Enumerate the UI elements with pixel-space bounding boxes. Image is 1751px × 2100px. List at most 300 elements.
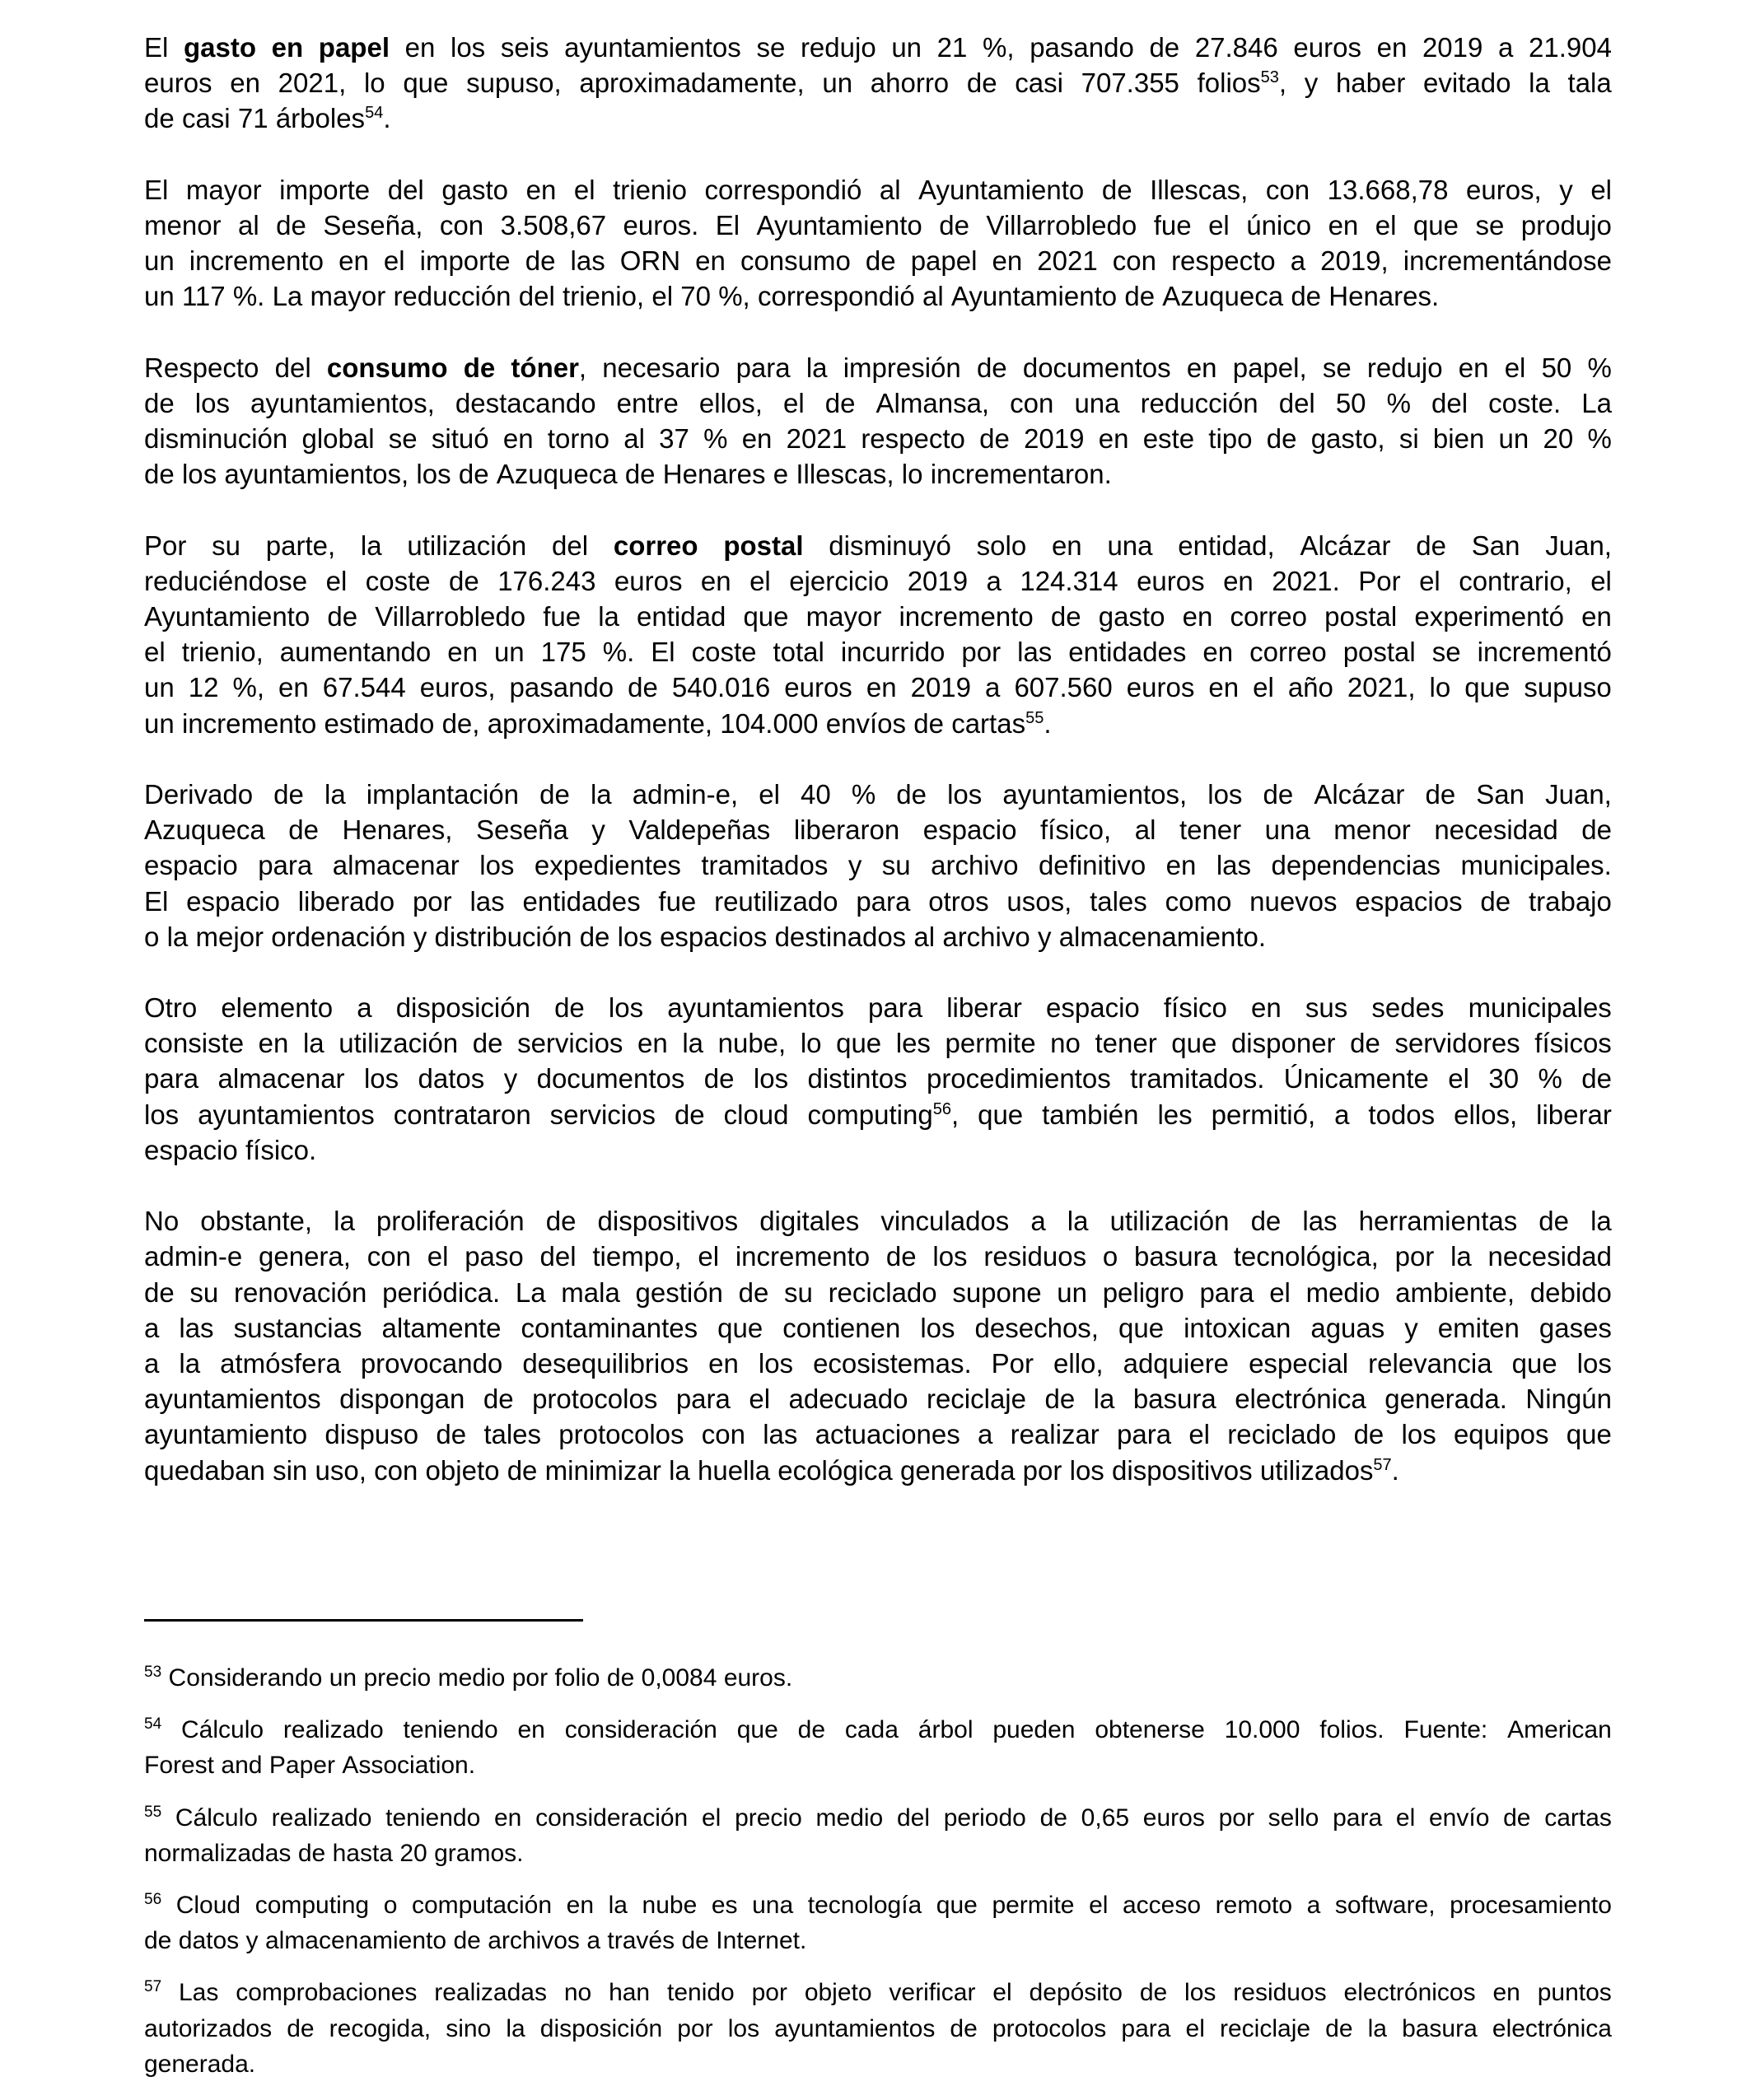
text-run: espacio — [1046, 992, 1140, 1024]
text-run: se — [1322, 352, 1352, 383]
text-run: un — [144, 707, 175, 739]
text-run: de — [976, 352, 1007, 383]
text-run: implantación — [366, 778, 520, 810]
text-run: emiten — [1437, 1312, 1520, 1343]
text-run: periodo — [943, 1804, 1026, 1832]
text-run: Paper — [268, 1752, 335, 1780]
text-run: de — [738, 1276, 769, 1308]
text-run: euros. — [623, 209, 699, 240]
text-run: de — [1044, 1384, 1076, 1415]
text-run: distintos — [807, 1063, 908, 1094]
text-run: pueden — [992, 1716, 1076, 1744]
footnote — [144, 1662, 1612, 1697]
text-run: en — [1251, 992, 1282, 1024]
text-run: de — [472, 1028, 503, 1059]
text-run: año — [1287, 672, 1333, 703]
text-run: acceso — [1123, 1891, 1202, 1919]
text-run: del — [274, 352, 311, 383]
text-run: de — [824, 387, 856, 418]
text-run: computación — [411, 1891, 553, 1919]
text-run: lo — [1429, 672, 1451, 703]
text-run: los — [758, 1347, 794, 1379]
text-run: 124.314 — [1020, 565, 1118, 596]
text-run: con — [1010, 387, 1054, 418]
text-run: ayuntamientos, — [224, 459, 409, 490]
text-run: almacenamiento — [264, 1927, 447, 1955]
text-run: datos — [418, 1063, 485, 1094]
text-run: adecuado — [788, 1384, 908, 1415]
text-run: % — [1386, 387, 1411, 418]
text-run: de — [1503, 1804, 1531, 1832]
text-run: de — [458, 459, 489, 490]
text-line — [144, 706, 1612, 741]
text-run: . — [383, 103, 391, 134]
text-run: consumo — [740, 245, 851, 277]
paragraph — [144, 30, 1612, 137]
text-run: ejercicio — [789, 565, 890, 596]
paragraph — [144, 990, 1612, 1168]
text-run: del — [539, 1241, 577, 1272]
text-line — [144, 1310, 1612, 1346]
text-run: por — [511, 1664, 549, 1692]
text-run: dispositivos — [1112, 1454, 1253, 1486]
text-run: árbol — [918, 1716, 974, 1744]
text-run: medio — [815, 1804, 884, 1832]
text-run: entidades — [1068, 637, 1187, 668]
text-run: a — [144, 1347, 160, 1379]
text-run: de — [681, 1927, 709, 1955]
text-run: de — [703, 1063, 735, 1094]
text-run: , — [950, 1099, 960, 1130]
text-run: de — [483, 1384, 514, 1415]
text-run: liberar — [1536, 1099, 1612, 1130]
text-run: nube — [642, 1891, 698, 1919]
text-run: físicos — [1534, 1028, 1612, 1059]
text-run: contrataron — [393, 1099, 531, 1130]
text-run: les — [1157, 1099, 1193, 1130]
text-run: coste — [365, 565, 431, 596]
text-run: los — [1576, 1347, 1612, 1379]
text-run: San — [1471, 530, 1520, 561]
footnote — [144, 1976, 1612, 2084]
text-run: que — [717, 1312, 763, 1343]
text-run: con — [374, 1454, 418, 1486]
text-line — [144, 1275, 1612, 1310]
text-run: 12 — [188, 672, 219, 703]
text-run: el — [749, 565, 771, 596]
paragraph — [144, 777, 1612, 954]
text-run: 10.000 — [1224, 1716, 1300, 1744]
text-run: global — [301, 423, 375, 455]
text-run: el — [1590, 174, 1612, 205]
text-run: 70 — [680, 281, 711, 312]
text-run: y — [503, 1063, 518, 1094]
text-run: necesario — [602, 352, 721, 383]
text-run: han — [609, 1979, 651, 2007]
footnote-reference: 57 — [144, 1978, 162, 1996]
bold-term: en — [271, 32, 304, 63]
text-run: través — [607, 1927, 675, 1955]
text-run: de, — [441, 707, 480, 739]
text-run: el — [427, 1241, 449, 1272]
text-run: en — [404, 32, 436, 63]
text-run: euros — [144, 68, 212, 99]
text-run: seis — [500, 32, 549, 63]
text-run: %, — [232, 672, 265, 703]
text-run: en — [1223, 565, 1254, 596]
text-run: la — [166, 921, 189, 952]
text-run: renovación — [233, 1276, 367, 1308]
text-run: del — [387, 174, 424, 205]
text-run: y — [1559, 174, 1573, 205]
text-run: el — [1419, 565, 1440, 596]
text-run: los — [1207, 778, 1243, 810]
text-run: por — [412, 885, 452, 917]
text-run: el — [1590, 565, 1612, 596]
text-run: los — [181, 459, 217, 490]
text-run: del — [1431, 387, 1469, 418]
text-run: los — [617, 921, 652, 952]
text-run: los — [608, 992, 644, 1024]
text-run: realizar — [1010, 1419, 1100, 1450]
text-run: disposición — [539, 2014, 663, 2042]
text-run: el — [573, 174, 595, 205]
text-run: en — [525, 174, 557, 205]
text-run: euros. — [723, 1664, 793, 1692]
text-run: el — [1448, 1063, 1469, 1094]
text-run: casi — [1015, 68, 1063, 99]
text-run: los — [753, 1063, 789, 1094]
footnote-separator — [144, 1619, 583, 1622]
text-run: y — [1404, 1312, 1418, 1343]
text-run: 2019 — [907, 565, 969, 596]
text-run: o — [144, 921, 160, 952]
text-run: lo — [363, 68, 385, 99]
text-run: los — [1184, 1979, 1216, 2007]
text-run: entidad, — [1178, 530, 1275, 561]
text-run: de — [1581, 1063, 1612, 1094]
text-line — [144, 1889, 1612, 1925]
text-run: El — [651, 637, 675, 668]
text-run: 104.000 — [720, 707, 819, 739]
text-line — [144, 812, 1612, 847]
text-run: depósito — [1029, 1979, 1123, 2007]
text-run: Únicamente — [1283, 1063, 1429, 1094]
text-line — [144, 990, 1612, 1025]
text-run: al — [238, 209, 259, 240]
footnote — [144, 1714, 1612, 1785]
text-run: vinculados — [880, 1206, 1010, 1237]
text-run: destinados — [774, 921, 907, 952]
text-run: generada. — [1384, 1384, 1507, 1415]
text-run: parte, — [265, 530, 336, 561]
text-run: Internet. — [716, 1927, 807, 1955]
text-run: archivos — [488, 1927, 580, 1955]
text-run: incrementándose — [1403, 245, 1612, 277]
text-run: consideración — [535, 1804, 689, 1832]
text-run: liberar — [946, 992, 1022, 1024]
text-run: mala — [561, 1276, 620, 1308]
text-run: de — [896, 778, 927, 810]
text-run: basura — [1134, 1241, 1217, 1272]
text-run: total — [773, 637, 824, 668]
text-line — [144, 385, 1612, 421]
text-run: los — [416, 459, 451, 490]
text-run: lo — [901, 459, 923, 490]
text-run: a — [1334, 1099, 1350, 1130]
text-run: al — [879, 174, 901, 205]
text-run: el — [1395, 1804, 1416, 1832]
text-run: nube, — [717, 1028, 787, 1059]
text-run: intoxican — [1184, 1312, 1291, 1343]
text-run: 13.668,78 — [1327, 174, 1449, 205]
text-run: experimentó — [1414, 601, 1564, 632]
text-run: un — [822, 68, 853, 99]
text-run: 2019 — [910, 672, 972, 703]
text-run: archivo — [942, 921, 1030, 952]
text-run: de — [449, 565, 479, 596]
text-run: los — [194, 387, 230, 418]
text-run: reciclado — [828, 1276, 937, 1308]
text-run: en — [1186, 352, 1217, 383]
bold-term: consumo — [326, 352, 448, 383]
text-run: Cálculo — [181, 1716, 264, 1744]
text-run: utilización — [1109, 1206, 1230, 1237]
text-run: reutilizado — [714, 885, 838, 917]
text-run: de — [1101, 174, 1132, 205]
text-run: 20 — [1543, 423, 1574, 455]
text-run: las — [570, 245, 605, 277]
text-run: 37 — [659, 423, 689, 455]
text-run: la — [805, 352, 828, 383]
text-run: una — [1074, 387, 1120, 418]
text-run: a — [985, 672, 1001, 703]
text-run: es — [711, 1891, 738, 1919]
text-run: pasando — [1030, 32, 1134, 63]
text-run: elemento — [221, 992, 334, 1024]
text-run: las — [1216, 850, 1252, 881]
text-run: incremento — [899, 601, 1034, 632]
text-run: por — [677, 2014, 713, 2042]
text-run: precio — [735, 1804, 802, 1832]
text-run: municipales. — [1460, 850, 1612, 881]
text-run: su — [881, 850, 911, 881]
text-run: contienen — [782, 1312, 901, 1343]
text-run: de — [579, 921, 610, 952]
text-line — [144, 884, 1612, 919]
text-run: en — [1376, 32, 1408, 63]
text-line — [144, 2013, 1612, 2048]
text-run: con — [439, 209, 484, 240]
text-run: trienio — [613, 174, 687, 205]
text-run: servicios — [517, 1028, 623, 1059]
text-run: de — [1124, 281, 1156, 312]
text-run: electrónicos — [1343, 1979, 1476, 2007]
text-line — [144, 1381, 1612, 1416]
text-run: minimizar — [544, 1454, 661, 1486]
text-run: 27.846 — [1194, 32, 1278, 63]
text-run: físico — [1163, 992, 1227, 1024]
text-run: aumentando — [279, 637, 432, 668]
text-run: Almansa, — [876, 387, 990, 418]
text-run: Considerando — [168, 1664, 323, 1692]
text-run: desequilibrios — [522, 1347, 689, 1379]
text-run: único — [1246, 209, 1312, 240]
text-run: dispuso — [325, 1419, 419, 1450]
text-run: en — [447, 637, 478, 668]
text-run: computing — [254, 1891, 370, 1919]
text-run: estimado — [324, 707, 435, 739]
text-run: su — [784, 1276, 813, 1308]
text-run: se — [1431, 637, 1461, 668]
text-run: euros — [784, 672, 852, 703]
footnote-reference: 54 — [365, 104, 384, 123]
text-run: la — [608, 1891, 628, 1919]
text-run: relevancia — [1368, 1347, 1492, 1379]
text-run: American — [1507, 1716, 1612, 1744]
text-run: Forest — [144, 1752, 215, 1780]
text-run: postal — [1324, 601, 1398, 632]
text-run: altamente — [381, 1312, 502, 1343]
text-run: desechos, — [974, 1312, 1099, 1343]
text-run: y — [1037, 921, 1052, 952]
text-run: Cloud — [175, 1891, 241, 1919]
text-run: por — [961, 637, 1002, 668]
text-run: la — [1093, 1384, 1115, 1415]
text-run: de — [273, 778, 304, 810]
text-run: de — [950, 2014, 978, 2042]
text-run: en — [1165, 850, 1197, 881]
text-run: gestión — [635, 1276, 723, 1308]
text-run: Cálculo — [175, 1804, 258, 1832]
footnote — [144, 1802, 1612, 1873]
text-run: para — [856, 885, 911, 917]
text-run: en — [1208, 672, 1240, 703]
text-run: reciclaje — [926, 1384, 1026, 1415]
text-line — [144, 456, 1612, 492]
text-run: 540.016 — [671, 672, 771, 703]
text-run: como — [1165, 885, 1232, 917]
text-line — [144, 421, 1612, 456]
text-run: de — [545, 1206, 577, 1237]
text-run: %, — [718, 281, 750, 312]
text-line — [144, 528, 1612, 563]
text-run: al — [913, 921, 936, 952]
text-run: % — [703, 423, 728, 455]
text-run: medio — [1305, 1276, 1380, 1308]
text-run: Azuqueca — [496, 459, 618, 490]
text-run: la — [1529, 68, 1550, 99]
footnote-reference: 57 — [1373, 1455, 1392, 1474]
text-run: de — [1149, 32, 1180, 63]
text-run: de — [1263, 778, 1294, 810]
text-run: e — [773, 459, 789, 490]
text-run: correspondió — [757, 281, 915, 312]
text-run: autorizados — [144, 2014, 273, 2042]
text-run: sin — [273, 1454, 308, 1486]
text-run: objeto — [425, 1454, 500, 1486]
text-run: situó — [431, 423, 489, 455]
text-run: ambiente, — [1395, 1276, 1515, 1308]
text-run: de — [628, 672, 658, 703]
text-run: euros — [1293, 32, 1361, 63]
text-run: de — [939, 209, 969, 240]
text-run: datos — [178, 1927, 240, 1955]
text-run: la — [360, 530, 382, 561]
text-run: para — [144, 1063, 199, 1094]
text-run: en — [494, 1804, 522, 1832]
text-run: redujo — [800, 32, 876, 63]
text-run: en — [517, 1716, 545, 1744]
text-run: % — [1587, 352, 1612, 383]
text-run: que — [1118, 1312, 1165, 1343]
text-run: . — [1391, 1454, 1399, 1486]
text-run: papel, — [1232, 352, 1307, 383]
text-line — [144, 350, 1612, 385]
text-run: ellos, — [698, 387, 763, 418]
text-run: de — [507, 1454, 538, 1486]
text-run: procedimientos — [926, 1063, 1111, 1094]
text-run: las — [1302, 1206, 1338, 1237]
text-run: %. — [602, 637, 635, 668]
text-run: por — [1394, 1241, 1435, 1272]
text-run: espacios — [1355, 885, 1463, 917]
text-run: que — [1464, 672, 1511, 703]
text-run: almacenamiento. — [1058, 921, 1267, 952]
text-run: ayuntamientos, — [250, 387, 435, 418]
text-run: utilización — [339, 1028, 459, 1059]
text-run: Otro — [144, 992, 198, 1024]
text-line — [144, 1239, 1612, 1274]
text-run: ayuntamientos — [667, 992, 844, 1024]
text-run: El — [715, 209, 740, 240]
text-run: Derivado — [144, 778, 254, 810]
text-run: La — [1581, 387, 1612, 418]
text-run: destacando — [455, 387, 596, 418]
text-line — [144, 1802, 1612, 1837]
text-run: para — [1199, 1276, 1254, 1308]
text-run: con — [367, 1241, 411, 1272]
text-run: en — [866, 672, 897, 703]
text-run: de — [1539, 1206, 1570, 1237]
text-run: archivo — [931, 850, 1019, 881]
text-run: la — [590, 778, 612, 810]
text-run: municipales — [1468, 992, 1612, 1024]
text-run: o — [1102, 1241, 1118, 1272]
paragraph — [144, 350, 1612, 492]
text-run: a — [1030, 1206, 1046, 1237]
text-run: que — [1171, 1028, 1217, 1059]
text-run: actuaciones — [815, 1419, 960, 1450]
text-run: ellos, — [1454, 1099, 1518, 1130]
text-run: las — [179, 1312, 214, 1343]
text-run: El — [144, 885, 169, 917]
text-run: a — [1290, 245, 1306, 277]
text-run: su — [189, 1276, 219, 1308]
text-line — [144, 2048, 1612, 2084]
text-run: este — [1142, 423, 1195, 455]
bold-term: de — [463, 352, 496, 383]
text-run: 50 — [1335, 387, 1366, 418]
text-run: gasto — [1098, 601, 1165, 632]
text-run: Por — [144, 530, 187, 561]
text-run: distribución — [434, 921, 572, 952]
text-run: la — [334, 1206, 355, 1237]
text-run: de — [276, 209, 306, 240]
bold-term: postal — [723, 530, 804, 561]
text-run: en — [1581, 601, 1612, 632]
text-run: con — [1112, 245, 1156, 277]
